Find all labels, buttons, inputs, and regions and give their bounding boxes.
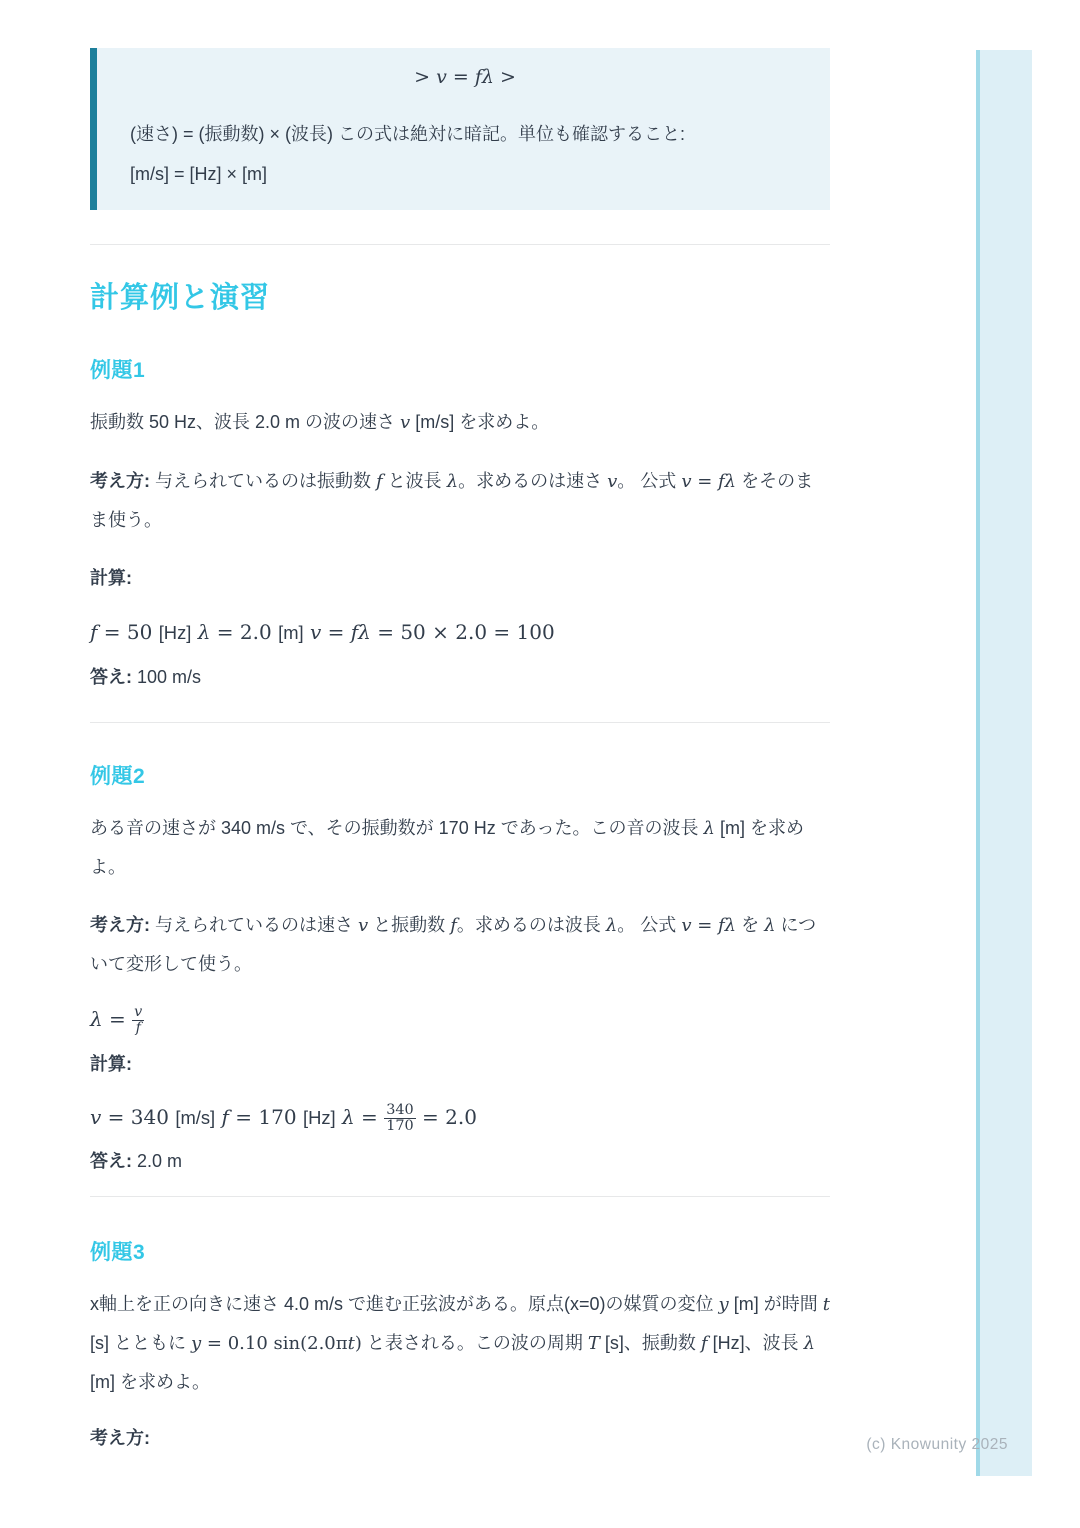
equals-sign: = xyxy=(102,1007,133,1031)
example-2-answer-line xyxy=(90,1142,830,1180)
fraction-numerator: 340 xyxy=(386,1101,414,1118)
example-2-lambda-formula xyxy=(90,997,830,1041)
math-segment: = 170 xyxy=(228,1105,303,1129)
text-segment: x軸上を正の向きに速さ 4.0 m/s で進む正弦波がある。原点(x=0)の媒質の変位 xyxy=(90,1294,719,1314)
units-equation-line: [m/s] = [Hz] × [m] xyxy=(130,164,268,184)
formula-v-equals-f-lambda xyxy=(130,62,800,92)
text-segment: について変形して使う。 xyxy=(90,915,817,974)
fraction-denominator: 170 xyxy=(386,1117,414,1134)
text-segment: 。 公式 xyxy=(617,915,682,935)
text-segment: [m] を求めよ。 xyxy=(90,1372,210,1392)
text-segment: = xyxy=(691,915,719,936)
text-segment: と振動数 xyxy=(368,915,451,935)
key-formula-callout xyxy=(90,48,830,210)
example-1-calc-label: 計算: xyxy=(90,568,132,588)
math-segment: λ xyxy=(197,620,211,644)
text-segment: fλ xyxy=(718,471,737,492)
example-3-title: 例題3 xyxy=(90,1241,146,1264)
example-1-answer-value: 100 m/s xyxy=(137,667,202,687)
math-segment: = 340 xyxy=(101,1105,176,1129)
text-segment: f xyxy=(376,471,383,492)
document-content xyxy=(90,0,830,1457)
text-segment: を xyxy=(736,915,765,935)
math-segment: = 2.0 xyxy=(415,1105,477,1129)
example-2-answer-label: 答え: xyxy=(90,1151,132,1171)
example-2-calc-label: 計算: xyxy=(90,1054,132,1074)
text-segment: λ xyxy=(605,915,618,936)
math-segment: [m] xyxy=(278,622,304,643)
text-segment: λ xyxy=(446,471,459,492)
text-segment: t xyxy=(822,1294,830,1315)
text-segment: v xyxy=(681,471,692,492)
section-divider xyxy=(90,722,830,723)
text-segment: λ xyxy=(803,1333,815,1354)
example-2-calculation xyxy=(90,1097,830,1138)
formula-explanation-line: (速さ) = (振動数) × (波長) この式は絶対に暗記。単位も確認すること: xyxy=(130,124,685,144)
copyright-notice: (c) Knowunity 2025 xyxy=(866,1436,1008,1453)
text-segment: [s] とともに xyxy=(90,1333,192,1353)
example-1-answer-line xyxy=(90,658,830,696)
text-segment: 考え方: xyxy=(90,915,155,935)
fraction-340-over-170 xyxy=(384,1103,415,1134)
example-2-answer-value: 2.0 m xyxy=(137,1151,183,1171)
math-segment: = 50 × 2.0 = 100 xyxy=(370,620,555,644)
text-segment: f xyxy=(450,915,457,936)
text-segment: T xyxy=(587,1333,600,1354)
example-1-answer-label: 答え: xyxy=(90,667,132,687)
text-segment: v xyxy=(400,412,411,433)
text-segment: 与えられているのは速さ xyxy=(155,915,358,935)
text-segment: y xyxy=(191,1333,202,1354)
text-segment: 。 公式 xyxy=(617,471,682,491)
example-1-approach xyxy=(90,462,830,539)
example-1-problem xyxy=(90,403,830,442)
text-segment: 与えられているのは振動数 xyxy=(155,471,376,491)
text-segment: 振動数 50 Hz、波長 2.0 m の波の速さ xyxy=(90,412,401,432)
math-segment: = xyxy=(354,1105,385,1129)
math-segment: f xyxy=(221,1105,229,1129)
math-segment: [m/s] xyxy=(175,1107,216,1128)
text-segment: [m] を求めよ。 xyxy=(90,818,804,877)
example-1-calculation xyxy=(90,615,830,650)
fraction-denominator: f xyxy=(135,1019,141,1036)
example-1-section xyxy=(90,357,830,696)
text-segment: ) xyxy=(354,1333,362,1354)
text-segment: y xyxy=(718,1294,729,1315)
text-segment: [m/s] を求めよ。 xyxy=(410,412,550,432)
text-segment: 考え方: xyxy=(90,471,155,491)
math-segment: v xyxy=(90,1105,102,1129)
math-segment: f xyxy=(90,620,98,644)
text-segment: = xyxy=(691,471,719,492)
text-segment: 。求めるのは速さ xyxy=(458,471,608,491)
text-segment: v xyxy=(358,915,369,936)
math-segment: = 50 xyxy=(97,620,159,644)
text-segment: f xyxy=(700,1333,708,1354)
text-segment: v xyxy=(607,471,618,492)
text-segment: と波長 xyxy=(382,471,447,491)
text-segment: と表される。この波の周期 xyxy=(361,1333,588,1353)
example-2-section xyxy=(90,763,830,1180)
formula-segment: > xyxy=(414,66,437,88)
text-segment: λ xyxy=(703,818,715,839)
page-scrollbar[interactable] xyxy=(976,50,1032,1476)
math-segment: λ xyxy=(342,1105,355,1129)
math-segment: fλ xyxy=(350,620,371,644)
formula-segment: = xyxy=(446,66,475,88)
example-2-approach xyxy=(90,906,830,983)
text-segment: をそのまま使う。 xyxy=(90,471,814,530)
text-segment: λ xyxy=(764,915,776,936)
math-segment: [Hz] xyxy=(302,1107,336,1128)
example-3-problem xyxy=(90,1285,830,1401)
section-divider xyxy=(90,244,830,245)
example-3-section xyxy=(90,1239,830,1457)
example-3-approach-label: 考え方: xyxy=(90,1428,150,1448)
formula-segment: > xyxy=(493,66,516,88)
example-1-title: 例題1 xyxy=(90,359,146,382)
text-segment: = 0.10 sin(2.0π xyxy=(201,1333,348,1354)
formula-segment: fλ xyxy=(474,66,494,88)
example-2-problem xyxy=(90,809,830,886)
fraction-numerator: v xyxy=(134,1003,143,1020)
text-segment: [Hz]、波長 xyxy=(707,1333,804,1353)
fraction-v-over-f xyxy=(132,1005,144,1036)
math-segment: v xyxy=(309,620,322,644)
math-segment: [Hz] xyxy=(158,622,192,643)
text-segment: fλ xyxy=(718,915,737,936)
text-segment: ある音の速さが 340 m/s で、その振動数が 170 Hz であった。この音の波長 xyxy=(90,818,704,838)
math-segment: = xyxy=(321,620,351,644)
math-segment: = 2.0 xyxy=(210,620,279,644)
section-title: 計算例と演習 xyxy=(90,282,271,314)
text-segment: v xyxy=(681,915,692,936)
text-segment: 。求めるのは波長 xyxy=(456,915,606,935)
text-segment: t xyxy=(347,1333,355,1354)
example-2-title: 例題2 xyxy=(90,765,146,788)
formula-segment: v xyxy=(436,66,447,88)
text-segment: [s]、振動数 xyxy=(599,1333,701,1353)
section-divider xyxy=(90,1196,830,1197)
text-segment: [m] が時間 xyxy=(728,1294,823,1314)
lambda-symbol: λ xyxy=(90,1007,103,1031)
